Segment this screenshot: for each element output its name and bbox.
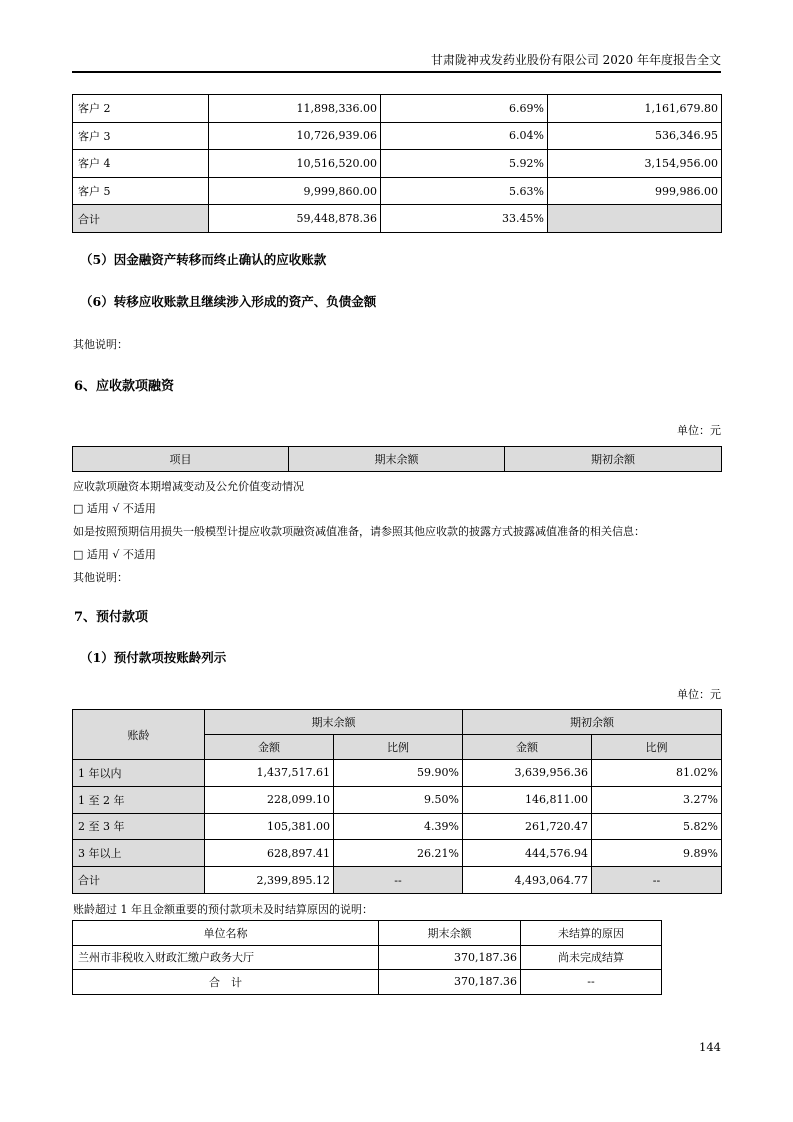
ratio-cell: 26.21% bbox=[334, 840, 463, 867]
table-header-row bbox=[73, 921, 662, 946]
column-header-unit-name: 单位名称 bbox=[73, 921, 379, 946]
amount-cell: 444,576.94 bbox=[463, 840, 592, 867]
table-row bbox=[73, 760, 722, 787]
financing-change-note: 应收款项融资本期增减变动及公允价值变动情况 bbox=[73, 480, 304, 493]
overdue-explanation-note: 账龄超过 1 年且金额重要的预付款项未及时结算原因的说明： bbox=[73, 903, 373, 916]
table-row bbox=[73, 840, 722, 867]
aging-label: 1 年以内 bbox=[73, 760, 205, 787]
amount-cell: 370,187.36 bbox=[379, 970, 521, 995]
column-header-amount: 金额 bbox=[205, 735, 334, 760]
amount-cell: 2,399,895.12 bbox=[205, 867, 334, 894]
ratio-cell: 5.82% bbox=[592, 813, 722, 840]
ratio-cell: 33.45% bbox=[381, 205, 548, 233]
ratio-cell: -- bbox=[592, 867, 722, 894]
page-number: 144 bbox=[699, 1040, 721, 1054]
table-row-total bbox=[73, 970, 662, 995]
table-row bbox=[73, 122, 722, 150]
customer-label: 客户 2 bbox=[73, 95, 209, 123]
customer-label: 客户 3 bbox=[73, 122, 209, 150]
total-label: 合计 bbox=[73, 867, 205, 894]
column-header-amount: 金额 bbox=[463, 735, 592, 760]
amount-cell: 3,154,956.00 bbox=[548, 150, 722, 178]
amount-cell: 4,493,064.77 bbox=[463, 867, 592, 894]
section-6-heading: （6）转移应收账款且继续涉入形成的资产、负债金额 bbox=[80, 294, 377, 309]
ratio-cell: -- bbox=[334, 867, 463, 894]
amount-cell: 228,099.10 bbox=[205, 786, 334, 813]
ratio-cell: 3.27% bbox=[592, 786, 722, 813]
amount-cell: 1,161,679.80 bbox=[548, 95, 722, 123]
table-row bbox=[73, 95, 722, 123]
aging-label: 1 至 2 年 bbox=[73, 786, 205, 813]
amount-cell: 105,381.00 bbox=[205, 813, 334, 840]
customer-label: 客户 4 bbox=[73, 150, 209, 178]
other-note-label: 其他说明： bbox=[73, 338, 128, 351]
other-note-label: 其他说明： bbox=[73, 571, 128, 584]
applicable-checkbox-line: □ 适用 √ 不适用 bbox=[73, 548, 156, 561]
table-row bbox=[73, 177, 722, 205]
ratio-cell: 6.69% bbox=[381, 95, 548, 123]
amount-cell: 146,811.00 bbox=[463, 786, 592, 813]
ratio-cell: 6.04% bbox=[381, 122, 548, 150]
column-header-item: 项目 bbox=[73, 447, 289, 472]
header-divider bbox=[72, 71, 721, 73]
ratio-cell: 9.89% bbox=[592, 840, 722, 867]
table-row bbox=[73, 813, 722, 840]
units-table bbox=[72, 920, 662, 995]
amount-cell: 261,720.47 bbox=[463, 813, 592, 840]
column-header-ratio: 比例 bbox=[592, 735, 722, 760]
ratio-cell: 59.90% bbox=[334, 760, 463, 787]
prepayments-subheading: （1）预付款项按账龄列示 bbox=[80, 650, 227, 665]
customers-table bbox=[72, 94, 722, 233]
amount-cell: 9,999,860.00 bbox=[209, 177, 381, 205]
reason-cell: -- bbox=[521, 970, 662, 995]
column-header-ending: 期末余额 bbox=[289, 447, 505, 472]
reason-cell: 尚未完成结算 bbox=[521, 945, 662, 970]
aging-label: 3 年以上 bbox=[73, 840, 205, 867]
unit-name-cell: 兰州市非税收入财政汇缴户政务大厅 bbox=[73, 945, 379, 970]
total-label: 合 计 bbox=[73, 970, 379, 995]
aging-table bbox=[72, 709, 722, 894]
total-label: 合计 bbox=[73, 205, 209, 233]
column-header-beginning: 期初余额 bbox=[505, 447, 722, 472]
receivables-financing-heading: 6、应收款项融资 bbox=[74, 379, 175, 394]
amount-cell: 59,448,878.36 bbox=[209, 205, 381, 233]
ratio-cell: 5.92% bbox=[381, 150, 548, 178]
ratio-cell: 81.02% bbox=[592, 760, 722, 787]
prepayments-heading: 7、预付款项 bbox=[74, 610, 149, 625]
ratio-cell: 4.39% bbox=[334, 813, 463, 840]
financing-model-note: 如是按照预期信用损失一般模型计提应收款项融资减值准备，请参照其他应收款的披露方式披露减值准备的相关信息： bbox=[73, 525, 645, 538]
column-header-reason: 未结算的原因 bbox=[521, 921, 662, 946]
table-row bbox=[73, 786, 722, 813]
column-header-ending: 期末余额 bbox=[205, 710, 463, 735]
column-header-ratio: 比例 bbox=[334, 735, 463, 760]
column-header-beginning: 期初余额 bbox=[463, 710, 722, 735]
financing-table bbox=[72, 446, 722, 472]
unit-label: 单位：元 bbox=[677, 424, 721, 437]
ratio-cell: 9.50% bbox=[334, 786, 463, 813]
section-5-heading: （5）因金融资产转移而终止确认的应收账款 bbox=[80, 252, 327, 267]
aging-label: 2 至 3 年 bbox=[73, 813, 205, 840]
table-row bbox=[73, 150, 722, 178]
amount-cell: 11,898,336.00 bbox=[209, 95, 381, 123]
table-row-total bbox=[73, 867, 722, 894]
table-header-row bbox=[73, 710, 722, 735]
table-row-total bbox=[73, 205, 722, 233]
amount-cell: 370,187.36 bbox=[379, 945, 521, 970]
page-header-title: 甘肃陇神戎发药业股份有限公司 2020 年年度报告全文 bbox=[430, 53, 721, 67]
amount-cell: 999,986.00 bbox=[548, 177, 722, 205]
amount-cell: 10,516,520.00 bbox=[209, 150, 381, 178]
column-header-aging: 账龄 bbox=[73, 710, 205, 760]
column-header-ending: 期末余额 bbox=[379, 921, 521, 946]
amount-cell: 10,726,939.06 bbox=[209, 122, 381, 150]
amount-cell: 1,437,517.61 bbox=[205, 760, 334, 787]
amount-cell: 536,346.95 bbox=[548, 122, 722, 150]
table-header-row bbox=[73, 447, 722, 472]
unit-label: 单位：元 bbox=[677, 688, 721, 701]
ratio-cell: 5.63% bbox=[381, 177, 548, 205]
customer-label: 客户 5 bbox=[73, 177, 209, 205]
amount-cell bbox=[548, 205, 722, 233]
table-row bbox=[73, 945, 662, 970]
amount-cell: 628,897.41 bbox=[205, 840, 334, 867]
amount-cell: 3,639,956.36 bbox=[463, 760, 592, 787]
applicable-checkbox-line: □ 适用 √ 不适用 bbox=[73, 502, 156, 515]
